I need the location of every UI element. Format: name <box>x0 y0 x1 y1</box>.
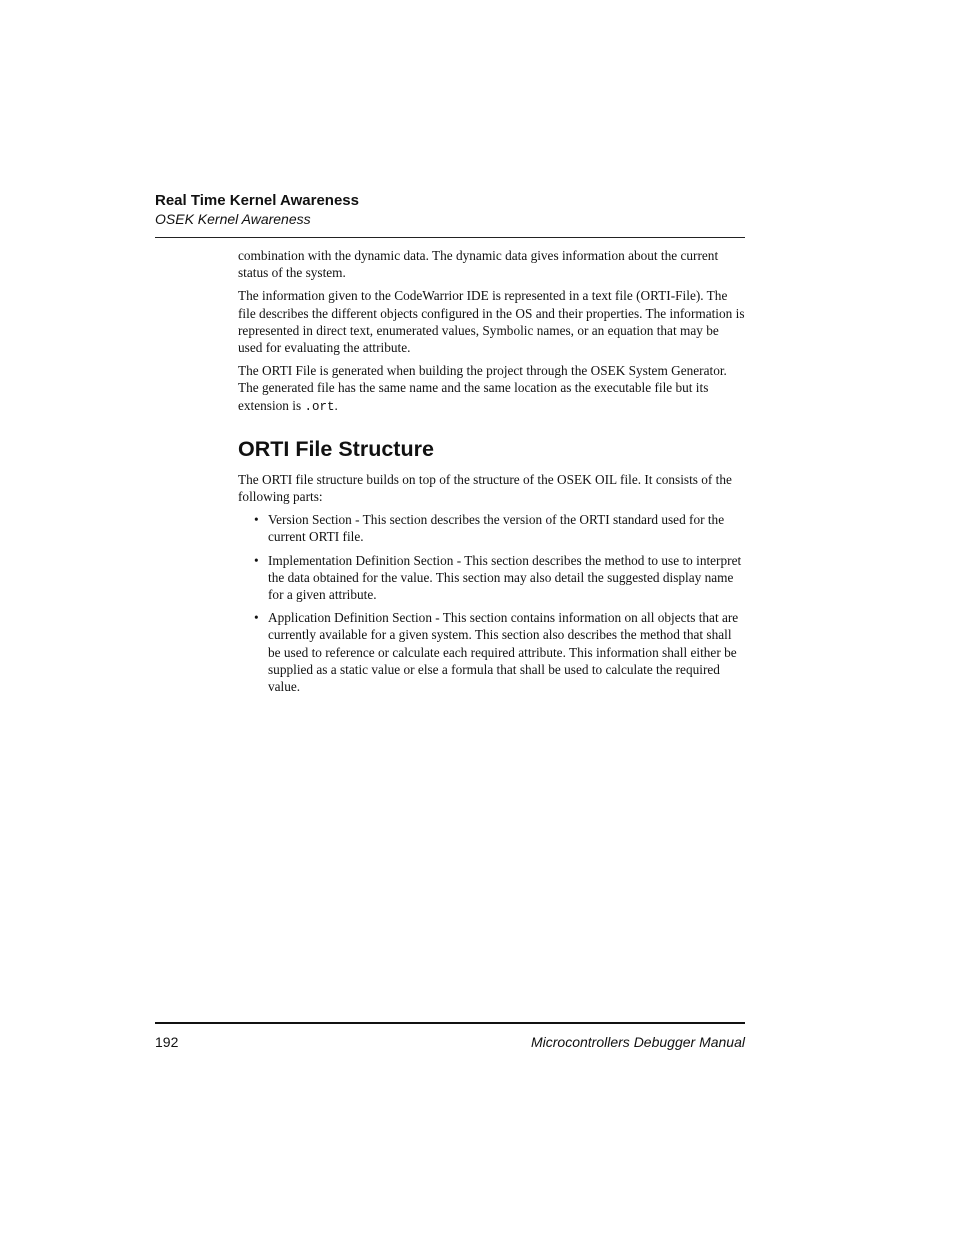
bullet-icon: • <box>254 512 259 528</box>
section-subtitle: OSEK Kernel Awareness <box>155 211 311 227</box>
chapter-title: Real Time Kernel Awareness <box>155 192 359 209</box>
list-item-application-section <box>254 609 745 695</box>
paragraph-orti-generation <box>238 362 745 416</box>
manual-title: Microcontrollers Debugger Manual <box>531 1034 745 1050</box>
file-extension: .ort <box>304 399 335 414</box>
page-body <box>238 247 745 701</box>
bullet-icon: • <box>254 610 259 626</box>
paragraph-text: The ORTI File is generated when building the project through the OSEK System Generator. The generated file has the same name and the same location as the executable file but its extension is <box>238 363 727 413</box>
running-header <box>155 191 745 228</box>
list-item-text: Application Definition Section - This section contains information on all objects that are currently available for a given system. This section also describes the method that shall be used to reference or calculate each required attribute. This information shall either be supplied as a static value or else a formula that shall be used to calculate the required value. <box>268 610 739 695</box>
list-item-text: Version Section - This section describes the version of the ORTI standard used for the current ORTI file. <box>268 512 725 545</box>
list-item-version-section <box>254 511 745 545</box>
list-item-text: Implementation Definition Section - This section describes the method to use to interpret the data obtained for the value. This section may also detail the suggested display name for a given attribute. <box>268 552 742 603</box>
header-rule <box>155 237 745 238</box>
footer-rule <box>155 1022 745 1024</box>
list-item-implementation-section <box>254 552 745 604</box>
bullet-icon: • <box>254 552 259 568</box>
page-number: 192 <box>155 1034 179 1050</box>
paragraph-orti-file-info: The information given to the CodeWarrior IDE is represented in a text file (ORTI-File). The file describes the different objects configured in the OS and their properties. The information is represented in direct text, enumerated values, Symbolic names, or an equation that may be used for evaluating the attribute. <box>238 288 745 356</box>
paragraph-structure-intro: The ORTI file structure builds on top of the structure of the OSEK OIL file. It consists of the following parts: <box>238 471 732 505</box>
parts-list <box>238 511 745 695</box>
section-heading: ORTI File Structure <box>238 436 434 461</box>
running-footer <box>155 1033 745 1053</box>
paragraph-period: . <box>334 397 338 413</box>
paragraph-dynamic-data: combination with the dynamic data. The dynamic data gives information about the current status of the system. <box>238 248 719 281</box>
